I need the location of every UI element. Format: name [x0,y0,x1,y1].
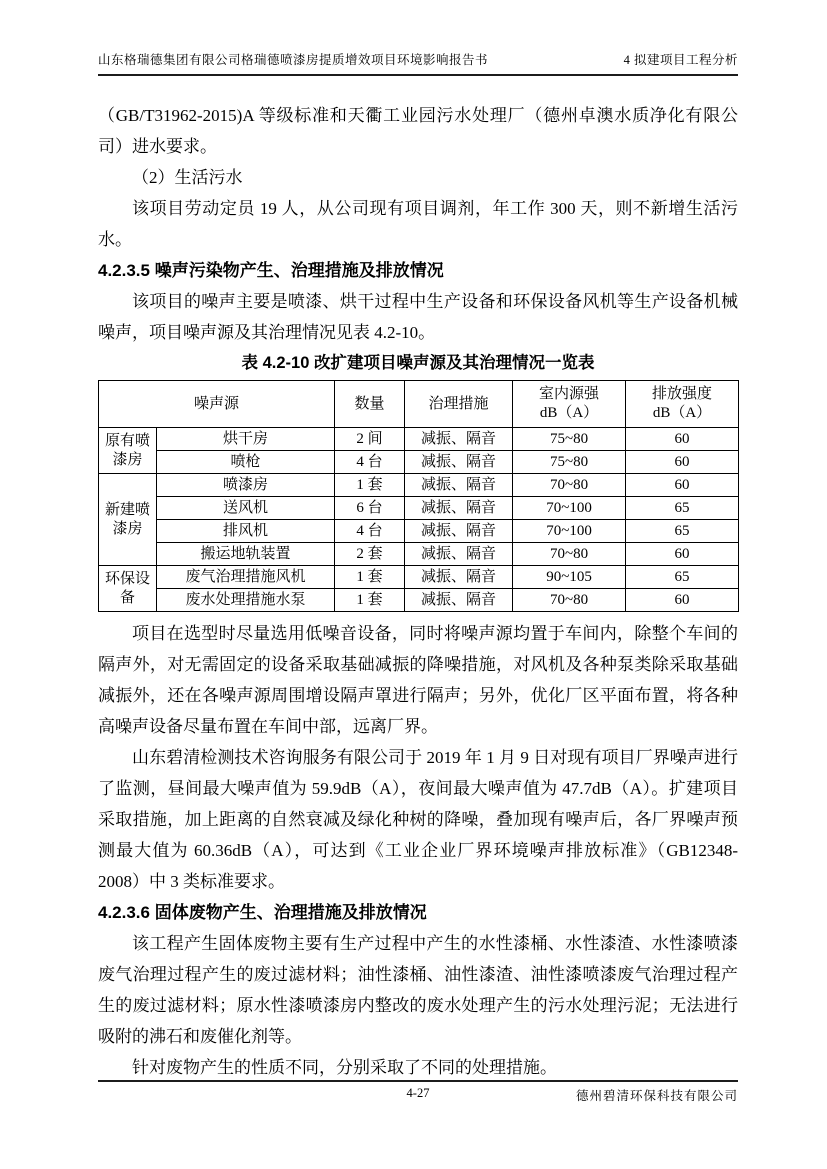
paragraph-waste-handling: 针对废物产生的性质不同，分别采取了不同的处理措施。 [132,1058,557,1077]
cell-source: 排风机 [157,520,335,543]
page-footer [98,1080,738,1104]
cell-emission-level: 60 [626,451,739,474]
footer-company-name: 德州碧清环保科技有限公司 [575,1089,738,1103]
document-body [98,100,738,1083]
cell-emission-level: 60 [626,428,739,451]
cell-source: 烘干房 [157,428,335,451]
col-header-noise-source: 噪声源 [99,381,335,428]
cell-emission-level: 65 [626,566,739,589]
cell-measure: 减振、隔音 [405,566,513,589]
paragraph-noise-intro: 该项目的噪声主要是喷漆、烘干过程中生产设备和环保设备风机等生产设备机械噪声，项目噪声源及其治理情况见表 4.2-10。 [98,292,738,342]
col-header-indoor-line1: 室内源强 [539,386,600,402]
noise-source-table [98,380,739,612]
header-chapter-title: 4 拟建项目工程分析 [623,53,738,67]
cell-emission-level: 60 [626,589,739,612]
cell-measure: 减振、隔音 [405,497,513,520]
cell-source: 喷枪 [157,451,335,474]
cell-measure: 减振、隔音 [405,428,513,451]
cell-source: 送风机 [157,497,335,520]
header-report-title: 山东格瑞德集团有限公司格瑞德喷漆房提质增效项目环境影响报告书 [98,53,489,67]
cell-indoor-level: 70~100 [513,520,626,543]
cell-measure: 减振、隔音 [405,589,513,612]
paragraph-domestic-sewage-label: （2）生活污水 [132,168,243,187]
cell-indoor-level: 70~100 [513,497,626,520]
col-header-quantity: 数量 [335,381,405,428]
cell-quantity: 2 间 [335,428,405,451]
cell-quantity: 1 套 [335,566,405,589]
cell-quantity: 1 套 [335,474,405,497]
cell-measure: 减振、隔音 [405,543,513,566]
paragraph-staffing: 该项目劳动定员 19 人，从公司现有项目调剂，年工作 300 天，则不新增生活污水。 [98,199,738,249]
cell-quantity: 4 台 [335,520,405,543]
section-heading-noise: 4.2.3.5 噪声污染物产生、治理措施及排放情况 [98,261,444,280]
cell-source: 搬运地轨装置 [157,543,335,566]
paragraph-solid-waste: 该工程产生固体废物主要有生产过程中产生的水性漆桶、水性漆渣、水性漆喷漆废气治理过程产生的废过滤材料；油性漆桶、油性漆渣、油性漆喷漆废气治理过程产生的废过滤材料；原水性漆喷漆房内整改的废水处理产生的污水处理污泥；无法进行吸附的沸石和废催化剂等。 [98,934,738,1046]
cell-source: 废水处理措施水泵 [157,589,335,612]
table-row [99,520,739,543]
cell-group-env-equipment: 环保设备 [99,566,157,612]
cell-quantity: 1 套 [335,589,405,612]
cell-emission-level: 65 [626,497,739,520]
page-number: 4-27 [406,1086,430,1100]
table-header-row [99,381,739,428]
col-header-indoor-line2: dB（A） [539,405,599,421]
paragraph-noise-monitoring: 山东碧清检测技术咨询服务有限公司于 2019 年 1 月 9 日对现有项目厂界噪声进行了监测，昼间最大噪声值为 59.9dB（A），夜间最大噪声值为 47.7dB（A）。扩建项目采取措施，加上距离的自然衰减及绿化种树的降噪，叠加现有噪声后，各厂界噪声预测最大值为 60.36dB（A），可达到《工业企业厂界环境噪声排放标准》（GB12348-2008）中 3 类标准要求。 [98,748,738,891]
cell-quantity: 2 套 [335,543,405,566]
cell-emission-level: 60 [626,543,739,566]
cell-indoor-level: 75~80 [513,451,626,474]
cell-indoor-level: 70~80 [513,543,626,566]
col-header-emission-line1: 排放强度 [652,386,713,402]
cell-indoor-level: 75~80 [513,428,626,451]
paragraph-water-standard: （GB/T31962-2015)A 等级标准和天衢工业园污水处理厂（德州卓澳水质净化有限公司）进水要求。 [98,106,738,156]
col-header-emission-line2: dB（A） [652,405,712,421]
table-row [99,566,739,589]
table-row [99,497,739,520]
table-title: 表 4.2-10 改扩建项目噪声源及其治理情况一览表 [241,354,595,372]
cell-measure: 减振、隔音 [405,520,513,543]
cell-emission-level: 60 [626,474,739,497]
col-header-indoor-level [513,381,626,428]
page-header [98,50,738,76]
cell-source: 喷漆房 [157,474,335,497]
table-row [99,428,739,451]
cell-group-new-booth: 新建喷漆房 [99,474,157,566]
cell-source: 废气治理措施风机 [157,566,335,589]
cell-group-existing-booth: 原有喷漆房 [99,428,157,474]
section-heading-solid-waste: 4.2.3.6 固体废物产生、治理措施及排放情况 [98,903,427,922]
cell-measure: 减振、隔音 [405,451,513,474]
cell-measure: 减振、隔音 [405,474,513,497]
table-row [99,543,739,566]
cell-indoor-level: 70~80 [513,589,626,612]
cell-quantity: 4 台 [335,451,405,474]
cell-quantity: 6 台 [335,497,405,520]
table-row [99,451,739,474]
paragraph-noise-measures: 项目在选型时尽量选用低噪音设备，同时将噪声源均置于车间内，除整个车间的隔声外，对无需固定的设备采取基础减振的降噪措施，对风机及各种泵类除采取基础减振外，还在各噪声源周围增设隔声罩进行隔声；另外，优化厂区平面布置，将各种高噪声设备尽量布置在车间中部，远离厂界。 [98,624,738,736]
table-row [99,474,739,497]
table-row [99,589,739,612]
cell-emission-level: 65 [626,520,739,543]
cell-indoor-level: 70~80 [513,474,626,497]
col-header-emission-level [626,381,739,428]
col-header-measure: 治理措施 [405,381,513,428]
cell-indoor-level: 90~105 [513,566,626,589]
